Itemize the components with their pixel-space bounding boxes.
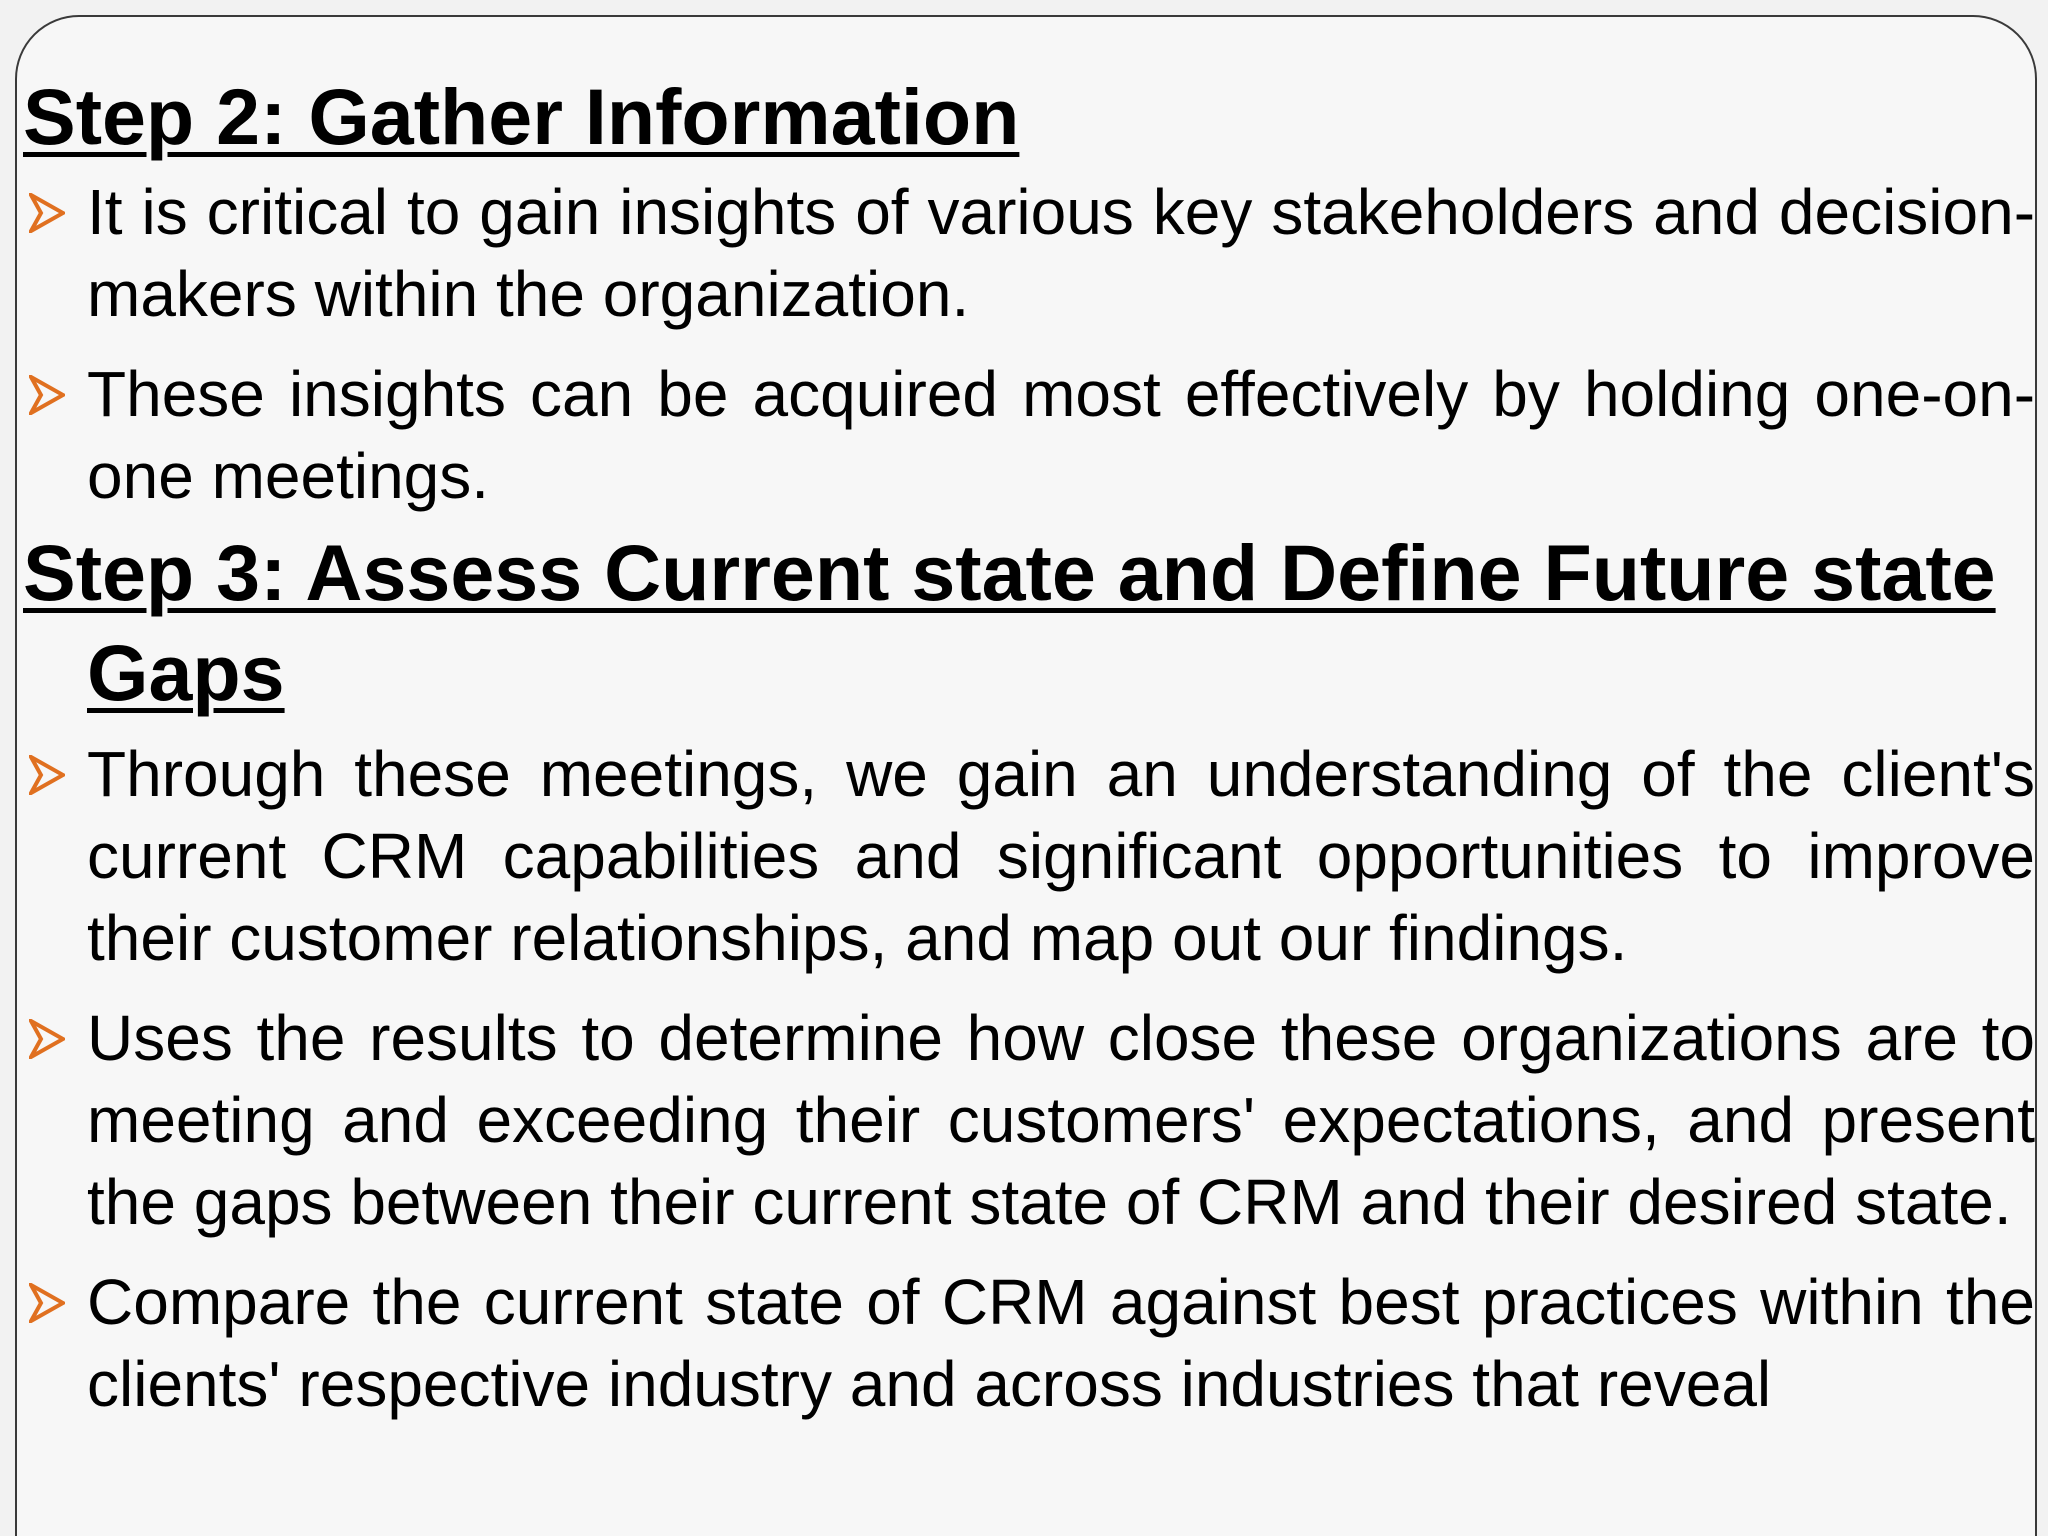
bullet-text: These insights can be acquired most effectively by holding one-on-one meetings. [87, 358, 2035, 512]
bullet-item [23, 733, 2035, 979]
bullet-text: Uses the results to determine how close these organizations are to meeting and exceeding their customers' expectations, and present the gaps between their current state of CRM and their desired state. [87, 1002, 2035, 1238]
step-2-heading-text: Step 2: Gather Information [23, 72, 1020, 161]
arrow-bullet-icon [29, 1019, 65, 1059]
arrow-bullet-icon [29, 755, 65, 795]
bullet-text: Compare the current state of CRM against best practices within the clients' respective industry and across industries that reveal [87, 1266, 2035, 1420]
arrow-bullet-icon [29, 375, 65, 415]
slide [15, 15, 2037, 1536]
step-3-heading [23, 523, 2035, 723]
step-2-heading [23, 67, 2035, 167]
bullet-item [23, 997, 2035, 1243]
bullet-text: It is critical to gain insights of various key stakeholders and decision-makers within the organization. [87, 176, 2035, 330]
bullet-item [23, 1261, 2035, 1425]
arrow-bullet-icon [29, 193, 65, 233]
arrow-bullet-icon [29, 1283, 65, 1323]
bullet-item [23, 171, 2035, 335]
slide-content [23, 67, 2035, 1425]
bullet-item [23, 353, 2035, 517]
bullet-text: Through these meetings, we gain an understanding of the client's current CRM capabilities and significant opportunities to improve their customer relationships, and map out our findings. [87, 738, 2035, 974]
step-3-heading-text: Step 3: Assess Current state and Define Future state Gaps [23, 528, 1996, 717]
